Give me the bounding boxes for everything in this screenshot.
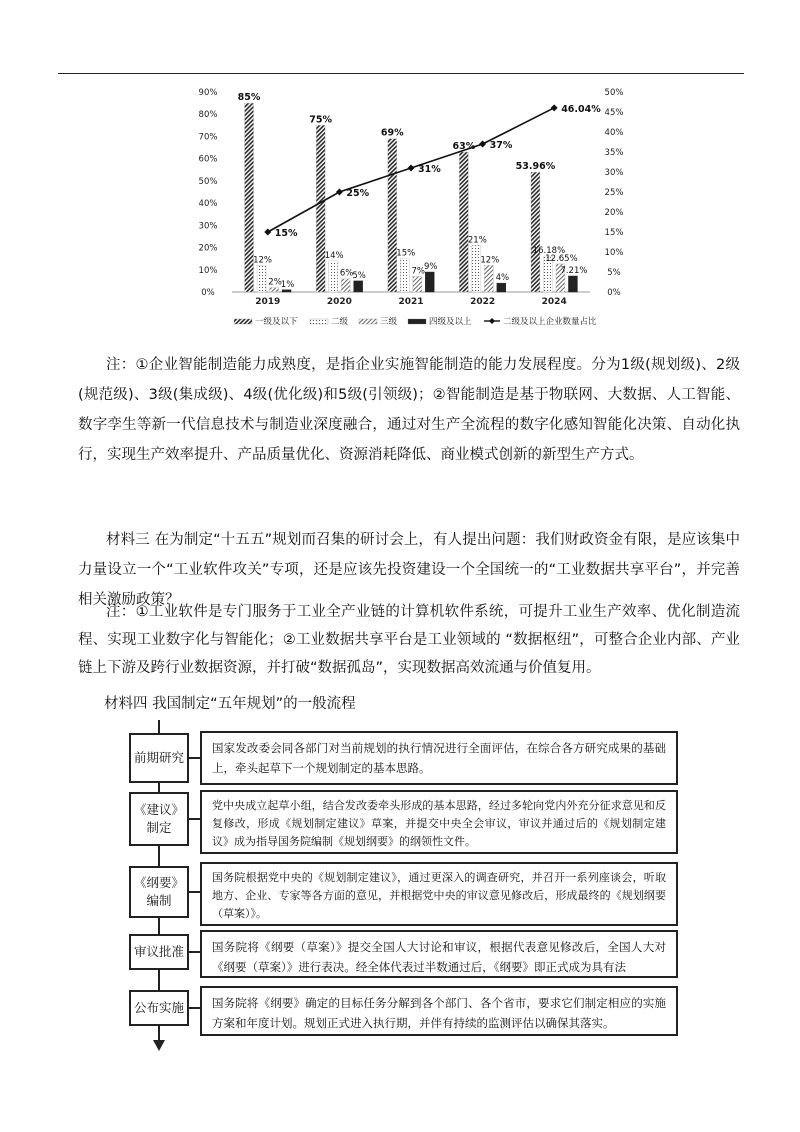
legend-swatch [408, 319, 426, 324]
flow-connector [189, 818, 200, 820]
bar-label: 16.18% [532, 246, 566, 257]
right-tick-label: 35% [604, 148, 624, 158]
bar-label: 63% [452, 141, 476, 152]
flow-connector [189, 951, 200, 953]
bar-label: 21% [467, 235, 487, 246]
bar-label: 6% [339, 268, 354, 279]
bar-1-2020 [329, 261, 338, 292]
bar-label: 14% [324, 250, 344, 261]
left-tick-label: 50% [198, 176, 218, 187]
bar-label: 69% [380, 127, 404, 139]
legend-label: 二级及以上企业数量占比 [503, 317, 597, 327]
share-label: 46.04% [561, 103, 601, 115]
bar-3-2024 [568, 276, 577, 292]
note-2: 注：①企业智能制造能力成熟度，是指企业实施智能制造的能力发展程度。分为1级(规划级)、2级(规范级)、3级(集成级)、4级(优化级)和5级(引领级)；②智能制造是基于物联网、大数据、人工智能、数字孪生等新一代信息技术与制造业深度融合，通过对生产全流程的数字化感知智能化决策、自动化执行，实现生产效率提升、产品质量优化、资源消耗降低、商业模式创新的新型生产方式。 [78, 357, 740, 463]
right-tick-label: 30% [604, 168, 624, 178]
bar-0-2021 [388, 139, 397, 292]
maturity-chart [190, 80, 630, 342]
material-3-text: 材料三 在为制定“十五五”规划而召集的研讨会上，有人提出问题：我们财政资金有限，是应该集中力量设立一个“工业软件攻关”专项，还是应该先投资建设一个全国统一的“工业数据共享平台”，并完善相关激励政策？ [78, 532, 740, 608]
flow-step-5: 公布实施 [129, 990, 189, 1026]
x-tick-label: 2019 [255, 297, 281, 307]
bar-label: 12% [480, 255, 500, 266]
flow-arrowhead [153, 1040, 165, 1051]
x-tick-label: 2020 [326, 297, 352, 307]
legend-label: 三级 [380, 317, 398, 327]
bar-label: 7% [411, 266, 425, 277]
right-tick-label: 15% [604, 228, 624, 238]
share-label: 31% [418, 164, 441, 175]
bar-label: 5% [352, 270, 366, 281]
bar-2-2022 [484, 265, 493, 292]
flow-desc-1: 国家发改委会同各部门对当前规划的执行情况进行全面评估，在综合各方研究成果的基础上，牵头起草下一个规划制定的基本思路。 [200, 731, 678, 785]
bar-2-2019 [270, 288, 279, 292]
legend-marker [489, 318, 495, 324]
right-tick-label: 20% [604, 208, 624, 218]
share-marker [551, 104, 558, 111]
share-label: 25% [346, 188, 370, 199]
bar-2-2021 [413, 276, 422, 292]
bar-label: 2% [268, 277, 282, 288]
flow-connector [189, 757, 200, 759]
bar-1-2019 [257, 265, 266, 292]
right-tick-label: 50% [604, 88, 624, 98]
flow-step-4: 审议批准 [129, 934, 189, 970]
left-tick-label: 90% [198, 88, 218, 98]
flow-desc-3: 国务院根据党中央的《规划制定建议》，通过更深入的调查研究，并召开一系列座谈会，听取地方、企业、专家等各方面的意见，并根据党中央的审议意见修改后，形成最终的《规划纲要（草案）》。 [200, 862, 678, 926]
flow-desc-5: 国务院将《纲要》确定的目标任务分解到各个部门、各个省市，要求它们制定相应的实施方案和年度计划。规划正式进入执行期，并伴有持续的监测评估以确保其落实。 [200, 986, 678, 1036]
legend-label: 一级及以下 [255, 317, 298, 327]
bar-2-2020 [341, 279, 350, 292]
legend-swatch [310, 319, 328, 324]
bar-label: 75% [309, 114, 333, 126]
share-marker [408, 165, 415, 172]
right-tick-label: 45% [604, 108, 624, 118]
left-tick-label: 70% [198, 132, 218, 143]
bar-1-2021 [400, 259, 409, 292]
bar-3-2021 [425, 272, 434, 292]
bar-3-2019 [282, 290, 291, 292]
share-label: 15% [274, 228, 298, 239]
bar-label: 85% [237, 92, 261, 104]
bar-label: 4% [495, 273, 510, 284]
material-4-title: 材料四 我国制定“五年规划”的一般流程 [104, 696, 356, 712]
right-tick-label: 40% [604, 128, 624, 138]
bar-0-2024 [531, 172, 540, 292]
flow-step-3: 《纲要》编制 [129, 866, 189, 918]
right-tick-label: 10% [604, 248, 624, 258]
bar-label: 53.96% [515, 161, 556, 173]
bar-label: 12% [253, 255, 273, 266]
share-marker [336, 189, 343, 196]
x-tick-label: 2024 [541, 297, 567, 307]
flow-step-2: 《建议》制定 [129, 792, 189, 846]
top-rule [58, 73, 744, 74]
share-label: 37% [489, 140, 513, 151]
left-tick-label: 20% [198, 243, 218, 254]
bar-0-2020 [316, 125, 325, 292]
left-tick-label: 40% [198, 199, 218, 210]
flow-desc-4: 国务院将《纲要（草案）》提交全国人大讨论和审议，根据代表意见修改后，全国人大对《纲要（草案）》进行表决。经全体代表过半数通过后，《纲要》即正式成为具有法 [200, 930, 678, 978]
legend-swatch [234, 319, 252, 324]
bar-label: 15% [396, 248, 416, 259]
right-tick-label: 0% [607, 288, 621, 298]
legend-label: 二级 [331, 317, 349, 327]
legend-swatch [359, 319, 377, 324]
right-tick-label: 25% [604, 188, 624, 198]
x-tick-label: 2021 [398, 297, 424, 307]
bar-3-2020 [354, 281, 363, 292]
share-marker [479, 141, 486, 148]
share-marker [264, 229, 271, 236]
bar-label: 12.65% [545, 253, 578, 264]
legend-label: 四级及以上 [429, 317, 472, 327]
flow-step-1: 前期研究 [129, 733, 189, 783]
bar-3-2022 [497, 283, 506, 292]
bar-label: 7.21% [560, 265, 588, 276]
x-tick-label: 2022 [470, 297, 496, 307]
bar-0-2022 [459, 152, 468, 292]
bar-1-2022 [472, 245, 481, 292]
flow-connector [189, 1007, 200, 1009]
right-tick-label: 5% [607, 268, 621, 278]
bar-label: 1% [280, 279, 295, 290]
flow-connector [189, 891, 200, 893]
left-tick-label: 80% [198, 110, 218, 121]
flow-desc-2: 党中央成立起草小组，结合发改委牵头形成的基本思路，经过多轮向党内外充分征求意见和反复修改，形成《规划制定建议》草案，并提交中央全会审议，审议并通过后的《规划制定建议》成为指导国务院编制《规划纲要》的纲领性文件。 [200, 790, 678, 854]
left-tick-label: 0% [201, 288, 215, 298]
bar-label: 9% [424, 262, 438, 272]
left-tick-label: 60% [198, 154, 218, 165]
left-tick-label: 10% [198, 265, 218, 276]
material-3-note: 注：①工业软件是专门服务于工业全产业链的计算机软件系统，可提升工业生产效率、优化制造流程、实现工业数字化与智能化；②工业数据共享平台是工业领域的 “数据枢纽”，可整合企业内部、产业链上下游及跨行业数据资源，并打破“数据孤岛”，实现数据高效流通与价值复用。 [78, 604, 740, 676]
left-tick-label: 30% [198, 221, 218, 232]
